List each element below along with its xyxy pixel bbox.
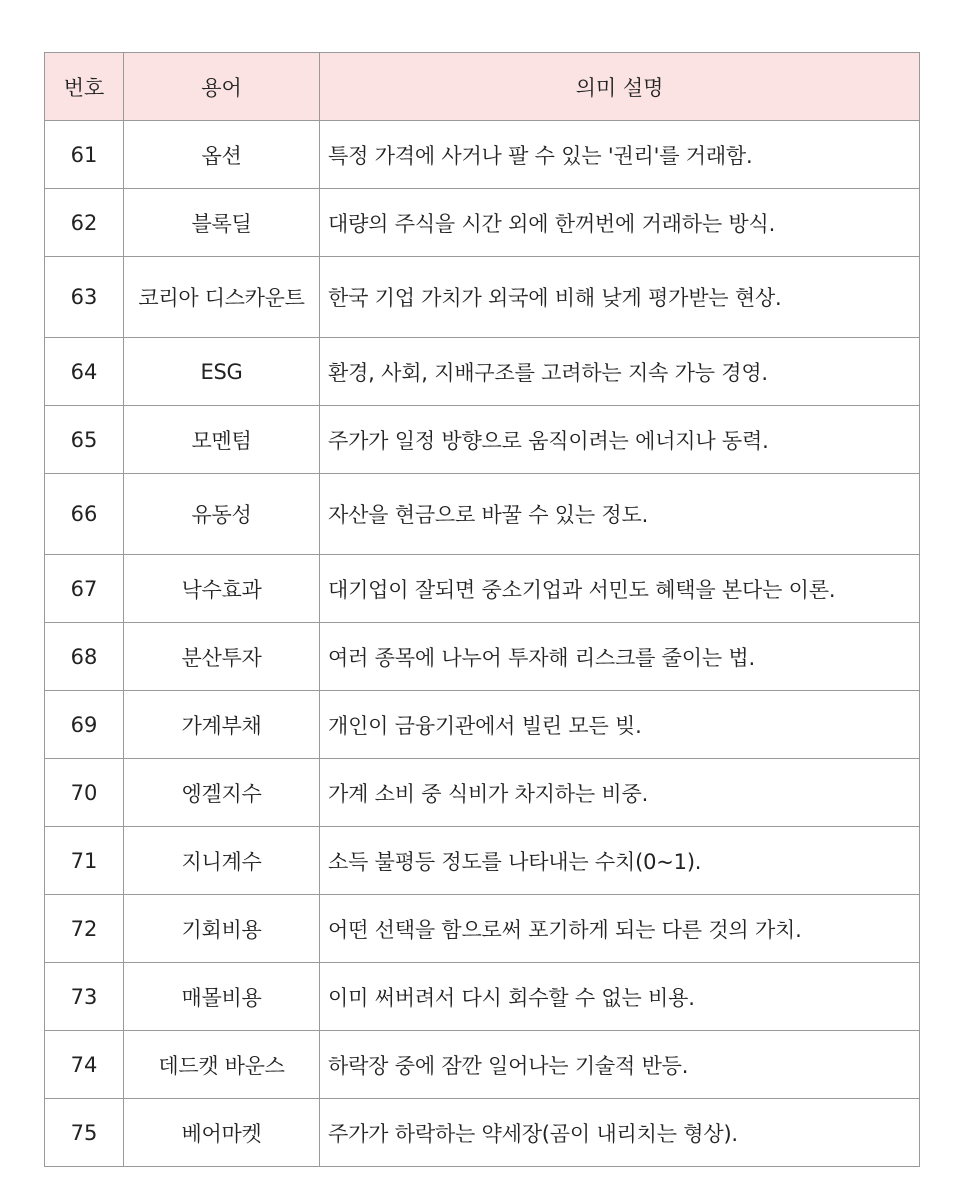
- row-number: 71: [45, 827, 124, 895]
- row-description: 하락장 중에 잠깐 일어나는 기술적 반등.: [320, 1031, 920, 1099]
- header-term: 용어: [124, 53, 320, 121]
- row-description: 개인이 금융기관에서 빌린 모든 빚.: [320, 691, 920, 759]
- row-description: 가계 소비 중 식비가 차지하는 비중.: [320, 759, 920, 827]
- row-description: 한국 기업 가치가 외국에 비해 낮게 평가받는 현상.: [320, 257, 920, 338]
- row-number: 72: [45, 895, 124, 963]
- table-row: [45, 759, 920, 827]
- table-row: [45, 895, 920, 963]
- row-number: 63: [45, 257, 124, 338]
- table-row: [45, 257, 920, 338]
- table-row: [45, 474, 920, 555]
- row-number: 64: [45, 338, 124, 406]
- table-row: [45, 963, 920, 1031]
- row-term: 분산투자: [124, 623, 320, 691]
- row-description: 소득 불평등 정도를 나타내는 수치(0~1).: [320, 827, 920, 895]
- header-number: 번호: [45, 53, 124, 121]
- row-description: 대기업이 잘되면 중소기업과 서민도 혜택을 본다는 이론.: [320, 555, 920, 623]
- row-description: 여러 종목에 나누어 투자해 리스크를 줄이는 법.: [320, 623, 920, 691]
- table-row: [45, 1031, 920, 1099]
- row-term: 낙수효과: [124, 555, 320, 623]
- table-row: [45, 189, 920, 257]
- row-number: 68: [45, 623, 124, 691]
- row-term: 베어마켓: [124, 1099, 320, 1167]
- table-row: [45, 406, 920, 474]
- header-row: [45, 53, 920, 121]
- row-number: 62: [45, 189, 124, 257]
- table-row: [45, 827, 920, 895]
- table-body: [45, 121, 920, 1167]
- row-term: 블록딜: [124, 189, 320, 257]
- row-number: 69: [45, 691, 124, 759]
- row-number: 67: [45, 555, 124, 623]
- row-number: 61: [45, 121, 124, 189]
- row-number: 70: [45, 759, 124, 827]
- row-term: 데드캣 바운스: [124, 1031, 320, 1099]
- row-number: 74: [45, 1031, 124, 1099]
- row-description: 주가가 하락하는 약세장(곰이 내리치는 형상).: [320, 1099, 920, 1167]
- table-row: [45, 338, 920, 406]
- row-description: 이미 써버려서 다시 회수할 수 없는 비용.: [320, 963, 920, 1031]
- row-description: 특정 가격에 사거나 팔 수 있는 '권리'를 거래함.: [320, 121, 920, 189]
- header-description: 의미 설명: [320, 53, 920, 121]
- row-number: 75: [45, 1099, 124, 1167]
- row-term: 지니계수: [124, 827, 320, 895]
- row-number: 73: [45, 963, 124, 1031]
- row-term: 엥겔지수: [124, 759, 320, 827]
- row-term: 가계부채: [124, 691, 320, 759]
- row-term: 기회비용: [124, 895, 320, 963]
- table-row: [45, 691, 920, 759]
- table-row: [45, 555, 920, 623]
- row-description: 어떤 선택을 함으로써 포기하게 되는 다른 것의 가치.: [320, 895, 920, 963]
- row-term: 유동성: [124, 474, 320, 555]
- row-term: ESG: [124, 338, 320, 406]
- row-number: 65: [45, 406, 124, 474]
- row-number: 66: [45, 474, 124, 555]
- row-description: 환경, 사회, 지배구조를 고려하는 지속 가능 경영.: [320, 338, 920, 406]
- table-header: [45, 53, 920, 121]
- table-row: [45, 1099, 920, 1167]
- row-description: 자산을 현금으로 바꿀 수 있는 정도.: [320, 474, 920, 555]
- table-row: [45, 121, 920, 189]
- glossary-table: [44, 52, 920, 1167]
- row-description: 주가가 일정 방향으로 움직이려는 에너지나 동력.: [320, 406, 920, 474]
- row-term: 코리아 디스카운트: [124, 257, 320, 338]
- row-description: 대량의 주식을 시간 외에 한꺼번에 거래하는 방식.: [320, 189, 920, 257]
- row-term: 매몰비용: [124, 963, 320, 1031]
- row-term: 모멘텀: [124, 406, 320, 474]
- row-term: 옵션: [124, 121, 320, 189]
- table-row: [45, 623, 920, 691]
